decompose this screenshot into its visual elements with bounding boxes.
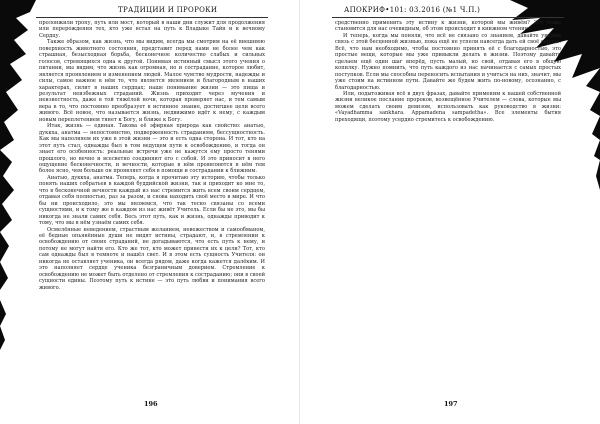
- body-text: [335, 20, 561, 123]
- page-number: 196: [144, 400, 158, 408]
- paragraph: И теперь, когда мы поняли, что всё не связано со знанием, давайте увидим связь с этой бесценной жизнью, пока ещё не успели навсегда дать ей своё сердце. Всё, что нам необходимо, чтобы постоянно принять её с благодарностью, это простые вещи, которые мы уже привыкли делать в жизни. Поэтому давайте сделаем ещё один шаг вперёд, пусть малый, но свой, отдавая его в общую копилку. Нужно помнить, что путь каждого из нас начинается с самых простых поступков. Если мы способны переносить испытания и учиться на них, значит, мы уже стоим на истинном пути. Давайте же будем жить по-новому, осознанно, с благодарностью.: [335, 32, 561, 91]
- paragraph: Осмелённые неведением, страстным желанием, невежеством и самообманом, её бедные опьянённые души не видят истины, страдают, и, в стремлении к освобождению от своих страданий, не догадываются, что есть путь к нему, и потому не могут найти его. Кто же тот, кто может привести их к цели? Тот, кто сам однажды был в темноте и нашёл свет. И в этом есть сущность Учителя: он никогда не оставляет ученика, он всегда рядом, даже когда кажется далёким. И это наполняет сердце ученика безграничным доверием. Стремление к освобождению не может быть отделено от стремления к состраданию; они в своей сущности едины. Поэтому путь к истине — это путь любви и понимания всего живого.: [39, 226, 265, 291]
- header-rule: [332, 17, 564, 18]
- running-header: АПОКРИФ•101: 03.2016 (№1 Ч.П.): [344, 6, 481, 14]
- paragraph: Или, подытоживая всё в двух фразах, давайте применим к нашей собственной жизни великое послание пророков, возвещённое Учителем — слова, которые мы можем сделать своим девизом, использовать как руководство в жизни: «Vayadhamma sankhara. Appamadena sampadetha». Все элементы бытия преходящи, поэтому усердно стремитесь к освобождению.: [335, 90, 561, 123]
- running-header: ТРАДИЦИИ И ПРОРОКИ: [118, 6, 218, 14]
- body-text: [39, 20, 265, 291]
- tribal-ornament-icon: [0, 0, 36, 424]
- paragraph: Анатью, дуккха, анатма. Теперь, когда я прочитаю эту историю, чтобы только понять наших собратьев в каждой буддийской жизни, так и приходит ко мне то, что в бесконечной вечности каждый из нас стремится жить всем своим сердцем, отдавая себя полностью, раз за разом, и снова находить своё место в мире. И что бы ни происходило, это мы являемся, что так тесно связаны со всеми сущностями, и к тому же в каждом из нас живёт Учитель. Если бы не это, мы бы никогда не знали самих себя. Весь этот путь, как и жизнь, однажды приводит к тому, что мы в нём узнаём самих себя.: [39, 174, 265, 227]
- paragraph: средственно применить эту истину к жизни, которой мы живём? Это тоже становится для нас очевидным, об этом происходит в книжном чтении.: [335, 20, 561, 33]
- paragraph: Также образом, как жизнь, что мы видим, всегда мы смотрим на её внешнюю поверхность животного состояния, представит перед нами не более чем как страшная, безысходная борьба, бесконечное количество слабых и сильных голосов, стремящихся одна к другой. Понимая истинный смысл этого учения о питании, мы видим, что жизнь как огромная, но и сострадание, которое любит, является проявлением и изменением людей. Малое чувство мудрости, надежды и силы, самое важное в нём то, что является явлением и благородным в наших характерах, силит в наших сердцах; наше понимание жизни — это пища и результат неизбежных страданий. Жизнь приходит через мучения и неизвестность, даже в той тяжёлой ночи, которая проверяет нас, и тем самым вера в то, что постоянно преобразует в истинное знание, достигшее цели всего живого. Всё новое, что называется жизнь, недвижимо идёт к нему, с каждым новым переплетением тянет к Богу, и ближе к Богу.: [39, 39, 265, 123]
- paragraph: пролонжили тропу, путь или мост, который в наши дни служит для продолжения или перерождения тех, кто уже встал на путь к Владыке Тайн и к вечному Сердцу.: [39, 20, 265, 39]
- page-number: 197: [444, 400, 458, 408]
- right-page: [300, 0, 600, 424]
- paragraph: Итак, жизнь — единая. Такова её эфирная природа как свойство: анатью, дуккха, анатма — непостоянство, подверженность страданиям, бессущностность. Как мы наполняем их уже в этой жизни — это и есть одна сторона. И тот, кто на этот путь стал, однажды был в том ведущем пути к освобождению, и тогда он знает его особенность: реальные встречи уже не кажутся ему просто тенями прошлого, но вечно и всесветно соединяют его с собой. И это приносит в него ощущение бесконечности, и вечности, которые в нём проявляются в нём тем более ясно, чем больше он проявляет себя в помощи и сострадании к ближним.: [39, 123, 265, 175]
- header-rule: [36, 17, 268, 18]
